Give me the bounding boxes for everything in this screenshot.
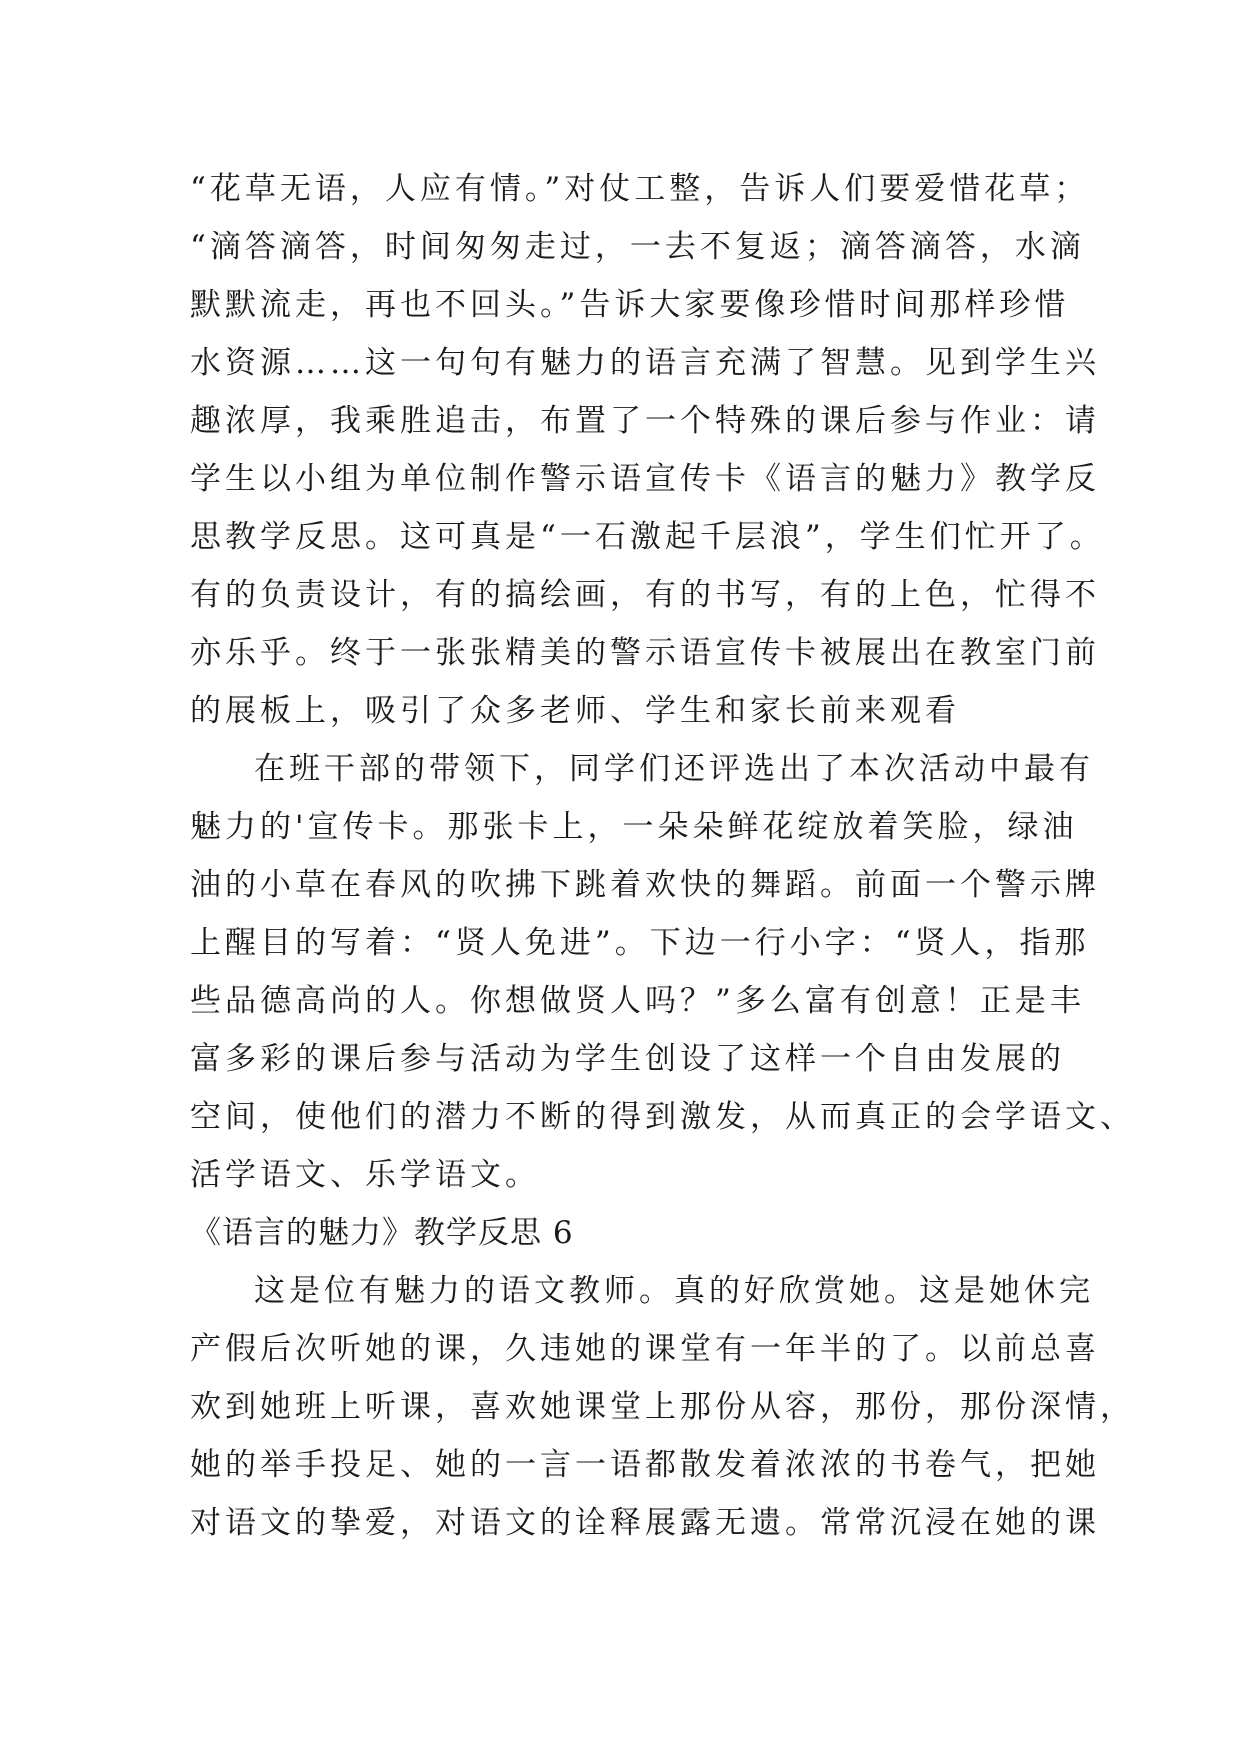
text-line: 趣浓厚，我乘胜追击，布置了一个特殊的课后参与作业：请 [190,403,1100,439]
text-line: 上醒目的写着：“贤人免进”。下边一行小字：“贤人，指那 [190,925,1090,961]
text-line: 水资源……这一句句有魅力的语言充满了智慧。见到学生兴 [190,345,1100,381]
text-line: 学生以小组为单位制作警示语宣传卡《语言的魅力》教学反 [190,461,1100,497]
text-line: 的展板上，吸引了众多老师、学生和家长前来观看 [190,693,960,729]
document-body [190,160,1135,1552]
text-line: 有的负责设计，有的搞绘画，有的书写，有的上色，忙得不 [190,577,1100,613]
paragraph-first-line: 这是位有魅力的语文教师。真的好欣赏她。这是她休完 [254,1273,1094,1309]
section-heading: 《语言的魅力》教学反思 6 [190,1215,574,1251]
text-line: 思教学反思。这可真是“一石激起千层浪”，学生们忙开了。 [190,519,1105,555]
text-line: 亦乐乎。终于一张张精美的警示语宣传卡被展出在教室门前 [190,635,1100,671]
paragraph-first-line: 在班干部的带领下，同学们还评选出了本次活动中最有 [254,751,1094,787]
text-line: 对语文的挚爱，对语文的诠释展露无遗。常常沉浸在她的课 [190,1505,1100,1541]
text-line: 她的举手投足、她的一言一语都散发着浓浓的书卷气，把她 [190,1447,1100,1483]
text-line: 活学语文、乐学语文。 [190,1157,540,1193]
text-line: 空间，使他们的潜力不断的得到激发，从而真正的会学语文、 [190,1099,1135,1135]
text-line: 些品德高尚的人。你想做贤人吗？”多么富有创意！正是丰 [190,983,1085,1019]
text-line: “花草无语，人应有情。”对仗工整，告诉人们要爱惜花草； [190,171,1090,207]
text-line: 魅力的'宣传卡。那张卡上，一朵朵鲜花绽放着笑脸，绿油 [190,809,1078,845]
text-line: 富多彩的课后参与活动为学生创设了这样一个自由发展的 [190,1041,1065,1077]
text-line: 油的小草在春风的吹拂下跳着欢快的舞蹈。前面一个警示牌 [190,867,1100,903]
text-line: “滴答滴答，时间匆匆走过，一去不复返；滴答滴答，水滴 [190,229,1085,265]
text-line: 欢到她班上听课，喜欢她课堂上那份从容，那份，那份深情， [190,1389,1135,1425]
text-line: 产假后次听她的课，久违她的课堂有一年半的了。以前总喜 [190,1331,1100,1367]
text-line: 默默流走，再也不回头。”告诉大家要像珍惜时间那样珍惜 [190,287,1070,323]
